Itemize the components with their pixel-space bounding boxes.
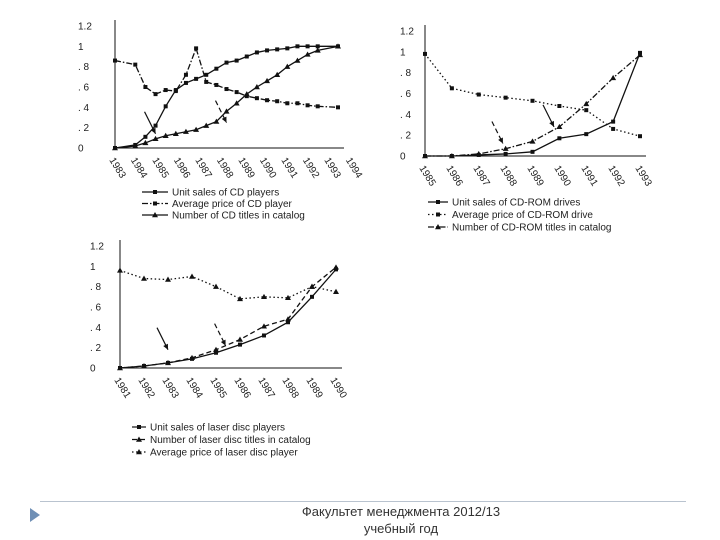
data-point-series-3 [254, 84, 260, 89]
y-tick-label: 0 [400, 151, 406, 163]
x-tick-label: 1989 [524, 163, 546, 189]
data-point-series-3 [284, 64, 290, 69]
x-tick-label: 1986 [231, 375, 253, 401]
x-tick-label: 1987 [470, 163, 492, 189]
x-tick-label: 1990 [256, 155, 279, 181]
y-tick-label: . 4 [90, 322, 102, 334]
x-tick-label: 1983 [106, 155, 128, 181]
data-point-series-1 [255, 50, 259, 54]
x-tick-label: 1992 [605, 163, 627, 189]
y-tick-label: . 2 [90, 343, 102, 355]
y-tick-label: 1.2 [78, 21, 92, 33]
data-point-series-2 [237, 337, 243, 342]
y-tick-label: . 4 [78, 102, 90, 114]
data-point-series-2 [531, 99, 535, 103]
y-tick-label: 1.2 [400, 26, 414, 38]
x-tick-label: 1985 [207, 375, 229, 401]
data-point-series-2 [316, 104, 320, 108]
legend-marker-1 [153, 190, 157, 194]
data-point-series-2 [143, 85, 147, 89]
x-tick-label: 1991 [278, 155, 300, 181]
x-tick-label: 1992 [299, 155, 322, 181]
x-tick-label: 1993 [321, 155, 343, 181]
cd-player-chart [78, 20, 364, 222]
legend-label-3: Number of CD-ROM titles in catalog [452, 222, 612, 234]
series-line-2 [115, 48, 338, 107]
legend-marker-1 [436, 200, 440, 204]
series-line-2 [120, 267, 336, 368]
footer-line-1: Факультет менеджмента 2012/13 [301, 504, 501, 519]
y-tick-label: . 2 [78, 123, 90, 135]
data-point-series-1 [143, 135, 147, 139]
data-point-series-2 [164, 88, 168, 92]
data-point-series-2 [306, 103, 310, 107]
data-point-series-2 [611, 127, 615, 131]
data-point-series-1 [295, 44, 299, 48]
y-tick-label: 1.2 [90, 241, 104, 253]
x-tick-label: 1985 [416, 163, 438, 189]
data-point-series-3 [165, 277, 171, 282]
data-point-series-3 [213, 284, 219, 289]
data-point-series-1 [238, 343, 242, 347]
data-point-series-1 [154, 124, 158, 128]
x-tick-label: 1986 [443, 163, 465, 189]
x-tick-label: 1989 [235, 155, 257, 181]
data-point-series-2 [214, 83, 218, 87]
data-point-series-2 [225, 87, 229, 91]
data-point-series-3 [530, 138, 536, 143]
data-point-series-2 [275, 99, 279, 103]
y-tick-label: 1 [400, 47, 406, 59]
x-tick-label: 1988 [213, 155, 236, 181]
data-point-series-2 [584, 108, 588, 112]
data-point-series-2 [265, 98, 269, 102]
footer-caption [286, 503, 516, 537]
data-point-series-2 [423, 52, 427, 56]
x-tick-label: 1987 [255, 375, 277, 401]
data-point-series-2 [295, 101, 299, 105]
data-point-series-2 [133, 63, 137, 67]
x-tick-label: 1981 [111, 375, 133, 401]
x-tick-label: 1986 [170, 155, 193, 181]
data-point-series-1 [557, 136, 561, 140]
x-tick-label: 1988 [279, 375, 301, 401]
x-tick-label: 1988 [497, 163, 519, 189]
data-point-series-1 [285, 46, 289, 50]
data-point-series-1 [245, 55, 249, 59]
legend-label-1: Unit sales of CD-ROM drives [452, 197, 581, 209]
data-point-series-1 [235, 59, 239, 63]
data-point-series-3 [264, 78, 270, 83]
y-tick-label: 1 [78, 41, 84, 53]
series-line-1 [120, 269, 336, 368]
data-point-series-3 [189, 274, 195, 279]
data-point-series-2 [113, 59, 117, 63]
data-point-series-1 [184, 81, 188, 85]
x-tick-label: 1984 [127, 155, 150, 181]
x-tick-label: 1983 [159, 375, 181, 401]
x-tick-label: 1985 [149, 155, 171, 181]
data-point-series-1 [164, 104, 168, 108]
cd-rom-chart [400, 25, 654, 234]
laser-disc-chart [90, 240, 349, 459]
data-point-series-3 [117, 267, 123, 272]
data-point-series-2 [235, 90, 239, 94]
legend-label-3: Average price of laser disc player [150, 447, 298, 459]
footer-line-2: учебный год [363, 521, 439, 536]
data-point-series-2 [255, 96, 259, 100]
legend-label-3: Number of CD titles in catalog [172, 210, 305, 222]
data-point-series-1 [310, 295, 314, 299]
data-point-series-2 [184, 73, 188, 77]
data-point-series-2 [285, 101, 289, 105]
data-point-series-2 [336, 105, 340, 109]
x-tick-label: 1987 [192, 155, 214, 181]
data-point-series-3 [637, 52, 643, 57]
data-point-series-2 [638, 134, 642, 138]
data-point-series-3 [141, 276, 147, 281]
data-point-series-2 [477, 93, 481, 97]
data-point-series-1 [275, 47, 279, 51]
y-tick-label: 0 [78, 143, 84, 155]
x-tick-label: 1990 [327, 375, 349, 401]
data-point-series-2 [557, 104, 561, 108]
data-point-series-1 [584, 132, 588, 136]
right-triangle-bullet-icon [30, 508, 40, 522]
data-point-series-1 [225, 61, 229, 65]
y-tick-label: . 6 [78, 82, 90, 94]
legend-label-2: Average price of CD-ROM drive [452, 210, 593, 221]
data-point-series-2 [333, 264, 339, 269]
data-point-series-2 [194, 46, 198, 50]
data-point-series-1 [265, 48, 269, 52]
y-tick-label: . 4 [400, 109, 412, 121]
y-tick-label: . 8 [400, 68, 412, 80]
legend-label-1: Unit sales of laser disc players [150, 422, 286, 434]
x-tick-label: 1990 [551, 163, 573, 189]
data-point-series-2 [450, 86, 454, 90]
data-point-series-2 [204, 80, 208, 84]
data-point-series-3 [294, 58, 300, 63]
legend-label-2: Number of laser disc titles in catalog [150, 435, 311, 446]
footer-divider [40, 501, 686, 502]
data-point-series-1 [531, 150, 535, 154]
legend-label-2: Average price of CD player [172, 199, 292, 210]
data-point-series-2 [174, 89, 178, 93]
data-point-series-1 [611, 120, 615, 124]
data-point-series-1 [504, 152, 508, 156]
y-tick-label: . 8 [78, 62, 90, 74]
data-point-series-3 [333, 289, 339, 294]
x-tick-label: 1984 [183, 375, 205, 401]
legend-marker-1 [137, 425, 141, 429]
y-tick-label: . 6 [90, 302, 102, 314]
data-point-series-1 [262, 333, 266, 337]
x-tick-label: 1994 [342, 155, 365, 181]
y-tick-label: . 6 [400, 89, 412, 100]
data-point-series-2 [504, 96, 508, 100]
y-tick-label: 1 [90, 261, 96, 273]
data-point-series-1 [194, 77, 198, 81]
series-line-3 [120, 270, 336, 298]
data-point-series-1 [214, 67, 218, 71]
x-tick-label: 1993 [632, 163, 654, 189]
legend-marker-2 [436, 213, 440, 217]
legend-label-1: Unit sales of CD players [172, 187, 280, 199]
data-point-series-2 [154, 92, 158, 96]
x-tick-label: 1989 [303, 375, 325, 401]
x-tick-label: 1991 [578, 163, 600, 189]
x-tick-label: 1982 [135, 375, 157, 401]
data-point-series-1 [306, 44, 310, 48]
y-tick-label: . 8 [90, 282, 102, 294]
y-tick-label: 0 [90, 363, 96, 375]
legend-marker-2 [153, 202, 157, 206]
y-tick-label: . 2 [400, 130, 412, 142]
